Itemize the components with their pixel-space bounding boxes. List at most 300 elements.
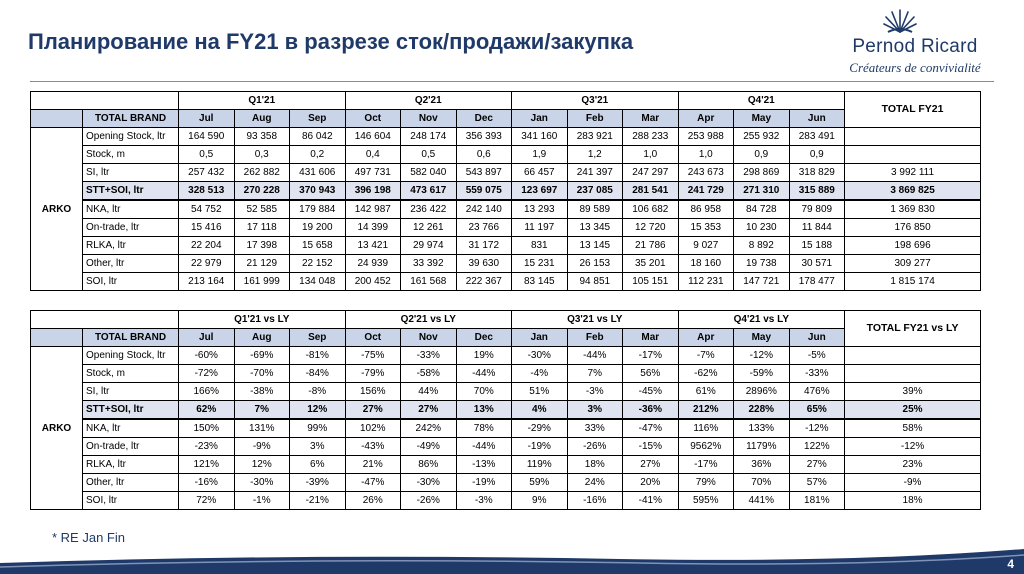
- value-cell: 4%: [512, 401, 568, 420]
- value-cell: 150%: [179, 419, 235, 438]
- value-cell: 12 261: [401, 219, 457, 237]
- row-label: Opening Stock, ltr: [83, 128, 179, 146]
- total-cell: 25%: [845, 401, 981, 420]
- value-cell: 178 477: [789, 273, 845, 291]
- value-cell: -17%: [623, 347, 679, 365]
- value-cell: 476%: [789, 383, 845, 401]
- value-cell: 56%: [623, 365, 679, 383]
- table-row: [31, 164, 981, 182]
- logo-name: Pernod Ricard: [852, 36, 978, 57]
- value-cell: -1%: [234, 492, 290, 510]
- month-header: May: [734, 110, 790, 128]
- value-cell: 30 571: [789, 255, 845, 273]
- month-header: Mar: [623, 110, 679, 128]
- value-cell: -21%: [290, 492, 346, 510]
- value-cell: 8 892: [734, 237, 790, 255]
- value-cell: 164 590: [179, 128, 235, 146]
- table-row: [31, 456, 981, 474]
- value-cell: 19 200: [290, 219, 346, 237]
- value-cell: 9562%: [678, 438, 734, 456]
- value-cell: 582 040: [401, 164, 457, 182]
- value-cell: 123 697: [512, 182, 568, 201]
- value-cell: 22 152: [290, 255, 346, 273]
- table-row: [31, 182, 981, 201]
- row-label: SI, ltr: [83, 383, 179, 401]
- value-cell: 99%: [290, 419, 346, 438]
- value-cell: 271 310: [734, 182, 790, 201]
- value-cell: 19%: [456, 347, 512, 365]
- value-cell: 33 392: [401, 255, 457, 273]
- quarter-header: Q3'21: [512, 92, 679, 110]
- value-cell: 328 513: [179, 182, 235, 201]
- value-cell: -72%: [179, 365, 235, 383]
- row-label: SI, ltr: [83, 164, 179, 182]
- value-cell: 19 738: [734, 255, 790, 273]
- total-cell: [845, 128, 981, 146]
- value-cell: 79%: [678, 474, 734, 492]
- value-cell: 222 367: [456, 273, 512, 291]
- value-cell: -36%: [623, 401, 679, 420]
- value-cell: 1,9: [512, 146, 568, 164]
- value-cell: 298 869: [734, 164, 790, 182]
- total-cell: -9%: [845, 474, 981, 492]
- row-label: SOI, ltr: [83, 492, 179, 510]
- value-cell: 241 397: [567, 164, 623, 182]
- value-cell: 242%: [401, 419, 457, 438]
- month-header: Nov: [401, 329, 457, 347]
- value-cell: 1,2: [567, 146, 623, 164]
- row-label: RLKA, ltr: [83, 237, 179, 255]
- brand-header: TOTAL BRAND: [83, 110, 179, 128]
- row-label: On-trade, ltr: [83, 438, 179, 456]
- value-cell: 161 999: [234, 273, 290, 291]
- value-cell: 62%: [179, 401, 235, 420]
- value-cell: 26%: [345, 492, 401, 510]
- value-cell: 595%: [678, 492, 734, 510]
- row-label: Stock, m: [83, 365, 179, 383]
- table-row: [31, 419, 981, 438]
- value-cell: -16%: [179, 474, 235, 492]
- value-cell: 26 153: [567, 255, 623, 273]
- month-header: Aug: [234, 110, 290, 128]
- value-cell: -5%: [789, 347, 845, 365]
- month-header-row: [31, 110, 981, 128]
- brand-blank: [31, 329, 83, 347]
- quarter-header: Q4'21 vs LY: [678, 311, 845, 329]
- value-cell: 31 172: [456, 237, 512, 255]
- value-cell: -16%: [567, 492, 623, 510]
- value-cell: 122%: [789, 438, 845, 456]
- value-cell: 1,0: [678, 146, 734, 164]
- value-cell: 1179%: [734, 438, 790, 456]
- value-cell: 0,5: [401, 146, 457, 164]
- table-row: [31, 273, 981, 291]
- quarter-header: Q2'21: [345, 92, 512, 110]
- value-cell: 3%: [567, 401, 623, 420]
- corner-cell: [31, 311, 179, 329]
- value-cell: -8%: [290, 383, 346, 401]
- footnote: * RE Jan Fin: [52, 530, 125, 545]
- value-cell: 2896%: [734, 383, 790, 401]
- value-cell: 283 491: [789, 128, 845, 146]
- value-cell: 94 851: [567, 273, 623, 291]
- corner-cell: [31, 92, 179, 110]
- value-cell: -47%: [623, 419, 679, 438]
- brand-header: TOTAL BRAND: [83, 329, 179, 347]
- month-header: Jan: [512, 329, 568, 347]
- month-header: Dec: [456, 110, 512, 128]
- value-cell: 0,9: [734, 146, 790, 164]
- vs-ly-table: [30, 310, 981, 510]
- value-cell: -17%: [678, 456, 734, 474]
- table-row: [31, 146, 981, 164]
- total-cell: 1 815 174: [845, 273, 981, 291]
- group-label: ARKO: [31, 128, 83, 291]
- total-header: TOTAL FY21 vs LY: [845, 311, 981, 347]
- value-cell: 213 164: [179, 273, 235, 291]
- value-cell: -39%: [290, 474, 346, 492]
- month-header: Jun: [789, 329, 845, 347]
- value-cell: -30%: [512, 347, 568, 365]
- value-cell: 21 786: [623, 237, 679, 255]
- value-cell: -49%: [401, 438, 457, 456]
- value-cell: -13%: [456, 456, 512, 474]
- value-cell: 156%: [345, 383, 401, 401]
- total-cell: 3 992 111: [845, 164, 981, 182]
- value-cell: 0,9: [789, 146, 845, 164]
- total-cell: [845, 347, 981, 365]
- value-cell: -30%: [401, 474, 457, 492]
- value-cell: 27%: [401, 401, 457, 420]
- value-cell: 112 231: [678, 273, 734, 291]
- value-cell: 13%: [456, 401, 512, 420]
- value-cell: 14 399: [345, 219, 401, 237]
- value-cell: 59%: [512, 474, 568, 492]
- month-header: Sep: [290, 329, 346, 347]
- value-cell: 21%: [345, 456, 401, 474]
- value-cell: 39 630: [456, 255, 512, 273]
- value-cell: 83 145: [512, 273, 568, 291]
- value-cell: 33%: [567, 419, 623, 438]
- page-number: 4: [1007, 557, 1014, 571]
- value-cell: 133%: [734, 419, 790, 438]
- value-cell: 441%: [734, 492, 790, 510]
- row-label: RLKA, ltr: [83, 456, 179, 474]
- row-label: Opening Stock, ltr: [83, 347, 179, 365]
- value-cell: 22 979: [179, 255, 235, 273]
- month-header: Apr: [678, 329, 734, 347]
- value-cell: -59%: [734, 365, 790, 383]
- quarter-header-row: [31, 311, 981, 329]
- row-label: Other, ltr: [83, 255, 179, 273]
- total-cell: 3 869 825: [845, 182, 981, 201]
- value-cell: 0,6: [456, 146, 512, 164]
- total-cell: 39%: [845, 383, 981, 401]
- value-cell: 6%: [290, 456, 346, 474]
- value-cell: 248 174: [401, 128, 457, 146]
- value-cell: -12%: [789, 419, 845, 438]
- value-cell: 17 398: [234, 237, 290, 255]
- month-header: Feb: [567, 110, 623, 128]
- value-cell: -41%: [623, 492, 679, 510]
- value-cell: 497 731: [345, 164, 401, 182]
- value-cell: -81%: [290, 347, 346, 365]
- quarter-header: Q1'21: [179, 92, 346, 110]
- value-cell: 121%: [179, 456, 235, 474]
- total-cell: 18%: [845, 492, 981, 510]
- value-cell: 70%: [734, 474, 790, 492]
- value-cell: -3%: [456, 492, 512, 510]
- value-cell: 161 568: [401, 273, 457, 291]
- value-cell: 241 729: [678, 182, 734, 201]
- value-cell: 315 889: [789, 182, 845, 201]
- value-cell: 106 682: [623, 200, 679, 219]
- value-cell: 228%: [734, 401, 790, 420]
- quarter-header: Q3'21 vs LY: [512, 311, 679, 329]
- value-cell: 13 421: [345, 237, 401, 255]
- value-cell: 18 160: [678, 255, 734, 273]
- month-header: Jul: [179, 110, 235, 128]
- value-cell: 44%: [401, 383, 457, 401]
- value-cell: 237 085: [567, 182, 623, 201]
- footer-wave: [0, 545, 1024, 574]
- value-cell: 13 345: [567, 219, 623, 237]
- row-label: NKA, ltr: [83, 419, 179, 438]
- value-cell: 116%: [678, 419, 734, 438]
- value-cell: 15 416: [179, 219, 235, 237]
- value-cell: 79 809: [789, 200, 845, 219]
- value-cell: -4%: [512, 365, 568, 383]
- value-cell: 13 293: [512, 200, 568, 219]
- row-label: NKA, ltr: [83, 200, 179, 219]
- value-cell: -33%: [401, 347, 457, 365]
- month-header: Mar: [623, 329, 679, 347]
- value-cell: 179 884: [290, 200, 346, 219]
- value-cell: -79%: [345, 365, 401, 383]
- value-cell: 15 188: [789, 237, 845, 255]
- value-cell: 61%: [678, 383, 734, 401]
- value-cell: 27%: [623, 456, 679, 474]
- value-cell: -33%: [789, 365, 845, 383]
- value-cell: 9%: [512, 492, 568, 510]
- value-cell: 23 766: [456, 219, 512, 237]
- value-cell: 24%: [567, 474, 623, 492]
- month-header: Oct: [345, 329, 401, 347]
- value-cell: 0,2: [290, 146, 346, 164]
- brand-blank: [31, 110, 83, 128]
- value-cell: 17 118: [234, 219, 290, 237]
- total-cell: 309 277: [845, 255, 981, 273]
- value-cell: 11 844: [789, 219, 845, 237]
- value-cell: 89 589: [567, 200, 623, 219]
- group-label: ARKO: [31, 347, 83, 510]
- value-cell: 86%: [401, 456, 457, 474]
- value-cell: 72%: [179, 492, 235, 510]
- value-cell: 7%: [234, 401, 290, 420]
- value-cell: 86 042: [290, 128, 346, 146]
- month-header-row: [31, 329, 981, 347]
- value-cell: 243 673: [678, 164, 734, 182]
- value-cell: 11 197: [512, 219, 568, 237]
- page-title: Планирование на FY21 в разрезе сток/продажи/закупка: [28, 29, 634, 54]
- table-row: [31, 474, 981, 492]
- value-cell: 7%: [567, 365, 623, 383]
- value-cell: -45%: [623, 383, 679, 401]
- value-cell: 24 939: [345, 255, 401, 273]
- value-cell: 12 720: [623, 219, 679, 237]
- value-cell: -69%: [234, 347, 290, 365]
- value-cell: 253 988: [678, 128, 734, 146]
- total-cell: 1 369 830: [845, 200, 981, 219]
- quarter-header: Q4'21: [678, 92, 845, 110]
- value-cell: -29%: [512, 419, 568, 438]
- value-cell: 12%: [234, 456, 290, 474]
- value-cell: -15%: [623, 438, 679, 456]
- value-cell: -58%: [401, 365, 457, 383]
- value-cell: 84 728: [734, 200, 790, 219]
- value-cell: -26%: [401, 492, 457, 510]
- value-cell: 10 230: [734, 219, 790, 237]
- value-cell: 102%: [345, 419, 401, 438]
- value-cell: 78%: [456, 419, 512, 438]
- value-cell: 15 353: [678, 219, 734, 237]
- row-label: STT+SOI, ltr: [83, 401, 179, 420]
- value-cell: -3%: [567, 383, 623, 401]
- value-cell: 262 882: [234, 164, 290, 182]
- value-cell: 54 752: [179, 200, 235, 219]
- value-cell: 66 457: [512, 164, 568, 182]
- value-cell: -62%: [678, 365, 734, 383]
- value-cell: 142 987: [345, 200, 401, 219]
- table-row: [31, 492, 981, 510]
- value-cell: 13 145: [567, 237, 623, 255]
- table-row: [31, 200, 981, 219]
- value-cell: 57%: [789, 474, 845, 492]
- month-header: Jun: [789, 110, 845, 128]
- month-header: Aug: [234, 329, 290, 347]
- value-cell: 200 452: [345, 273, 401, 291]
- value-cell: -12%: [734, 347, 790, 365]
- value-cell: 318 829: [789, 164, 845, 182]
- table-row: [31, 347, 981, 365]
- value-cell: 356 393: [456, 128, 512, 146]
- value-cell: -23%: [179, 438, 235, 456]
- month-header: Apr: [678, 110, 734, 128]
- value-cell: 52 585: [234, 200, 290, 219]
- value-cell: 29 974: [401, 237, 457, 255]
- value-cell: -44%: [567, 347, 623, 365]
- value-cell: -19%: [512, 438, 568, 456]
- value-cell: 283 921: [567, 128, 623, 146]
- value-cell: 288 233: [623, 128, 679, 146]
- value-cell: -44%: [456, 438, 512, 456]
- value-cell: 281 541: [623, 182, 679, 201]
- row-label: SOI, ltr: [83, 273, 179, 291]
- value-cell: -38%: [234, 383, 290, 401]
- row-label: Other, ltr: [83, 474, 179, 492]
- value-cell: 131%: [234, 419, 290, 438]
- value-cell: 134 048: [290, 273, 346, 291]
- value-cell: 18%: [567, 456, 623, 474]
- table-row: [31, 365, 981, 383]
- value-cell: 0,3: [234, 146, 290, 164]
- value-cell: 212%: [678, 401, 734, 420]
- value-cell: 543 897: [456, 164, 512, 182]
- value-cell: 15 231: [512, 255, 568, 273]
- value-cell: 247 297: [623, 164, 679, 182]
- table-row: [31, 401, 981, 420]
- quarter-header: Q1'21 vs LY: [179, 311, 346, 329]
- total-cell: [845, 365, 981, 383]
- value-cell: 36%: [734, 456, 790, 474]
- value-cell: 166%: [179, 383, 235, 401]
- value-cell: 21 129: [234, 255, 290, 273]
- total-cell: 23%: [845, 456, 981, 474]
- total-header: TOTAL FY21: [845, 92, 981, 128]
- month-header: Dec: [456, 329, 512, 347]
- sun-emblem-icon: [883, 6, 917, 36]
- value-cell: -43%: [345, 438, 401, 456]
- value-cell: -47%: [345, 474, 401, 492]
- value-cell: 9 027: [678, 237, 734, 255]
- value-cell: 70%: [456, 383, 512, 401]
- value-cell: 181%: [789, 492, 845, 510]
- value-cell: 257 432: [179, 164, 235, 182]
- value-cell: 370 943: [290, 182, 346, 201]
- value-cell: -7%: [678, 347, 734, 365]
- value-cell: 236 422: [401, 200, 457, 219]
- value-cell: 341 160: [512, 128, 568, 146]
- value-cell: 51%: [512, 383, 568, 401]
- row-label: Stock, m: [83, 146, 179, 164]
- month-header: May: [734, 329, 790, 347]
- value-cell: 146 604: [345, 128, 401, 146]
- value-cell: -70%: [234, 365, 290, 383]
- total-cell: 58%: [845, 419, 981, 438]
- value-cell: 3%: [290, 438, 346, 456]
- row-label: STT+SOI, ltr: [83, 182, 179, 201]
- value-cell: 147 721: [734, 273, 790, 291]
- value-cell: 119%: [512, 456, 568, 474]
- header-divider: [30, 81, 994, 82]
- value-cell: -75%: [345, 347, 401, 365]
- value-cell: 0,5: [179, 146, 235, 164]
- value-cell: 473 617: [401, 182, 457, 201]
- table-row: [31, 438, 981, 456]
- month-header: Jan: [512, 110, 568, 128]
- value-cell: -19%: [456, 474, 512, 492]
- value-cell: 431 606: [290, 164, 346, 182]
- value-cell: -60%: [179, 347, 235, 365]
- value-cell: 105 151: [623, 273, 679, 291]
- value-cell: 93 358: [234, 128, 290, 146]
- month-header: Jul: [179, 329, 235, 347]
- stock-sales-table: [30, 91, 981, 291]
- value-cell: -9%: [234, 438, 290, 456]
- value-cell: -30%: [234, 474, 290, 492]
- value-cell: 20%: [623, 474, 679, 492]
- value-cell: 65%: [789, 401, 845, 420]
- table-row: [31, 128, 981, 146]
- value-cell: -26%: [567, 438, 623, 456]
- quarter-header-row: [31, 92, 981, 110]
- month-header: Sep: [290, 110, 346, 128]
- table-row: [31, 219, 981, 237]
- total-cell: [845, 146, 981, 164]
- value-cell: 35 201: [623, 255, 679, 273]
- value-cell: 242 140: [456, 200, 512, 219]
- month-header: Feb: [567, 329, 623, 347]
